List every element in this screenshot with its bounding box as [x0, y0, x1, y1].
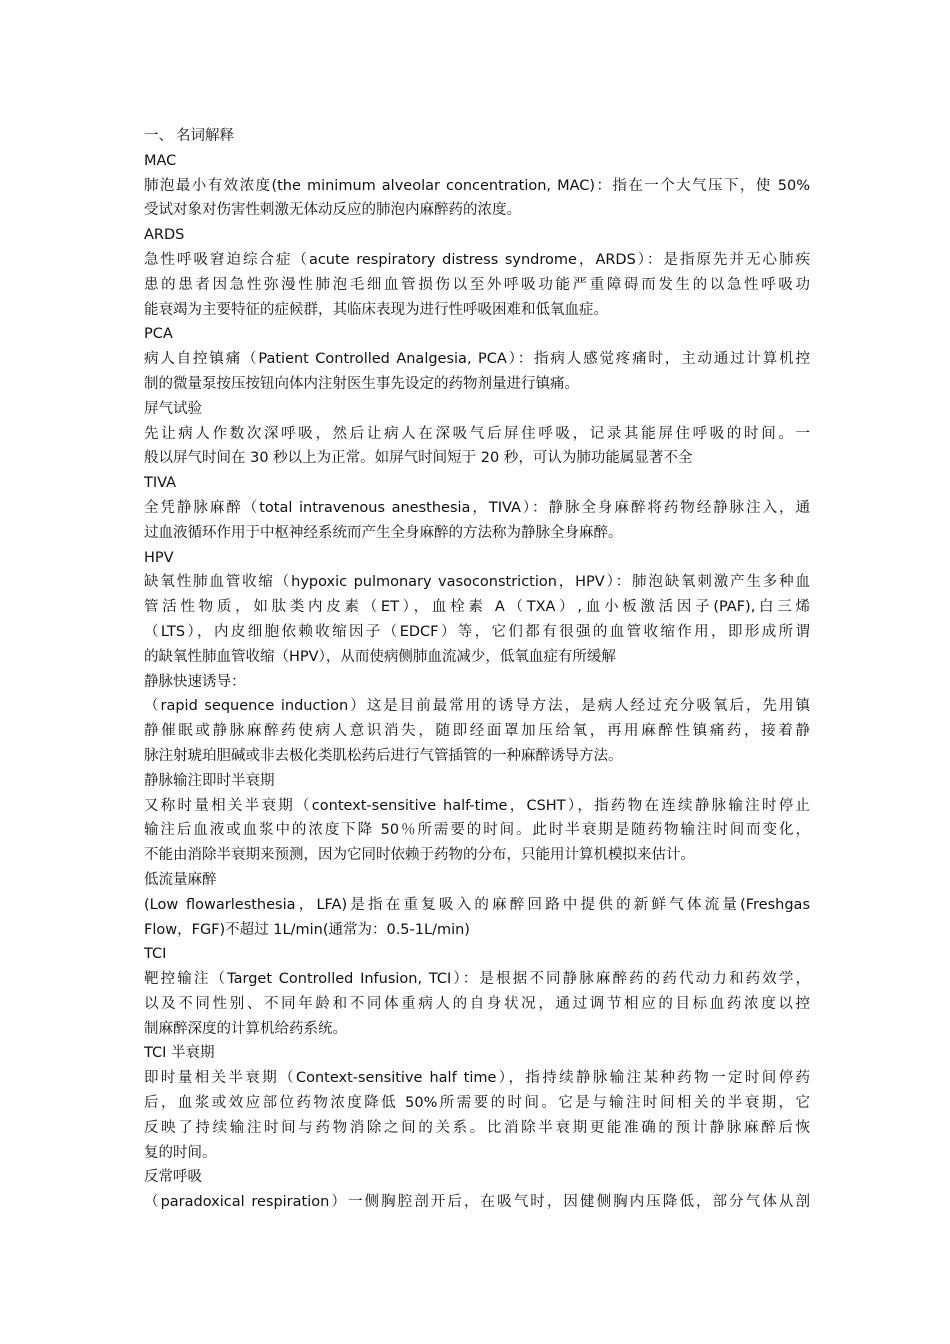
body-line: 全凭静脉麻醉（total intravenous anesthesia，TIVA）：静脉全身麻醉将药物经静脉注入，通 — [144, 499, 810, 516]
term-heading: 静脉快速诱导： — [144, 673, 246, 690]
body-line: 的缺氧性肺血管收缩（HPV），从而使病侧肺血流减少，低氧血症有所缓解 — [144, 648, 616, 665]
body-line: （paradoxical respiration）一侧胸腔剖开后，在吸气时，因健侧胸内压降低，部分气体从剖 — [144, 1194, 810, 1211]
body-line: 制麻醉深度的计算机给药系统。 — [144, 1020, 347, 1037]
body-line: （rapid sequence induction）这是目前最常用的诱导方法，是病人经过充分吸氧后，先用镇 — [144, 698, 810, 715]
body-line: (Low flowarlesthesia，LFA)是指在重复吸入的麻醉回路中提供的新鲜气体流量(Freshgas — [144, 896, 810, 913]
body-line: 靶控输注（Target Controlled Infusion, TCI）：是根据不同静脉麻醉药的药代动力和药效学， — [144, 971, 810, 988]
body-line: 即时量相关半衰期（Context-sensitive half time），指持续静脉输注某种药物一定时间停药 — [144, 1070, 810, 1087]
body-line: 肺泡最小有效浓度(the minimum alveolar concentration, MAC)：指在一个大气压下，使 50% — [144, 177, 810, 194]
term-heading: TIVA — [144, 475, 177, 492]
body-line: 静催眠或静脉麻醉药使病人意识消失，随即经面罩加压给氧，再用麻醉性镇痛药，接着静 — [144, 723, 810, 740]
term-heading: MAC — [144, 152, 177, 169]
body-line: 输注后血液或血浆中的浓度下降 50％所需要的时间。此时半衰期是随药物输注时间而变化， — [144, 822, 810, 839]
section-title: 名词解释 — [176, 128, 234, 144]
section-number: 一、 — [144, 128, 173, 144]
body-line: 先让病人作数次深呼吸，然后让病人在深吸气后屏住呼吸，记录其能屏住呼吸的时间。一 — [144, 425, 810, 442]
term-heading: HPV — [144, 549, 174, 566]
body-line: 缺氧性肺血管收缩（hypoxic pulmonary vasoconstriction，HPV）：肺泡缺氧刺激产生多种血 — [144, 574, 810, 591]
term-heading: 静脉输注即时半衰期 — [144, 772, 275, 789]
body-line: 制的微量泵按压按钮向体内注射医生事先设定的药物剂量进行镇痛。 — [144, 375, 579, 392]
body-line: 又称时量相关半衰期（context-sensitive half-time，CSHT），指药物在连续静脉输注时停止 — [144, 797, 810, 814]
term-heading: PCA — [144, 326, 173, 343]
body-line: 能衰竭为主要特征的症候群，其临床表现为进行性呼吸困难和低氧血症。 — [144, 301, 608, 318]
text-lines — [144, 149, 810, 1215]
body-line: 反映了持续输注时间与药物消除之间的关系。比消除半衰期更能准确的预计静脉麻醉后恢 — [144, 1119, 810, 1136]
body-line: 过血液循环作用于中枢神经系统而产生全身麻醉的方法称为静脉全身麻醉。 — [144, 524, 623, 541]
term-heading: ARDS — [144, 227, 185, 244]
term-heading: 低流量麻醉 — [144, 871, 217, 888]
body-line: 病人自控镇痛（Patient Controlled Analgesia, PCA）：指病人感觉疼痛时，主动通过计算机控 — [144, 351, 810, 368]
body-line: Flow，FGF)不超过 1L/min(通常为：0.5-1L/min) — [144, 921, 470, 938]
term-heading: 屏气试验 — [144, 400, 202, 417]
body-line: 以及不同性别、不同年龄和不同体重病人的自身状况，通过调节相应的目标血药浓度以控 — [144, 995, 810, 1012]
term-heading: TCI 半衰期 — [144, 1045, 215, 1062]
body-line: 脉注射琥珀胆碱或非去极化类肌松药后进行气管插管的一种麻醉诱导方法。 — [144, 747, 623, 764]
body-line: 急性呼吸窘迫综合症（acute respiratory distress syndrome，ARDS）：是指原先并无心肺疾 — [144, 251, 810, 268]
body-line: 管活性物质，如肽类内皮素（ET），血栓素 A（TXA）,血小板激活因子(PAF),白三烯 — [144, 599, 810, 616]
body-line: 般以屏气时间在 30 秒以上为正常。如屏气时间短于 20 秒，可认为肺功能属显著不全 — [144, 450, 693, 467]
body-line: （LTS），内皮细胞依赖收缩因子（EDCF）等，它们都有很强的血管收缩作用，即形成所谓 — [144, 623, 810, 640]
term-heading: TCI — [144, 946, 167, 963]
body-line: 受试对象对伤害性刺激无体动反应的肺泡内麻醉药的浓度。 — [144, 202, 521, 219]
body-line: 后，血浆或效应部位药物浓度降低 50%所需要的时间。它是与输注时间相关的半衰期，它 — [144, 1095, 810, 1112]
document-body — [144, 124, 810, 1215]
section-heading — [144, 124, 810, 149]
body-line: 复的时间。 — [144, 1144, 217, 1161]
body-line: 不能由消除半衰期来预测，因为它同时依赖于药物的分布，只能用计算机模拟来估计。 — [144, 847, 695, 864]
body-line: 患的患者因急性弥漫性肺泡毛细血管损伤以至外呼吸功能严重障碍而发生的以急性呼吸功 — [144, 276, 810, 293]
term-heading: 反常呼吸 — [144, 1169, 202, 1186]
